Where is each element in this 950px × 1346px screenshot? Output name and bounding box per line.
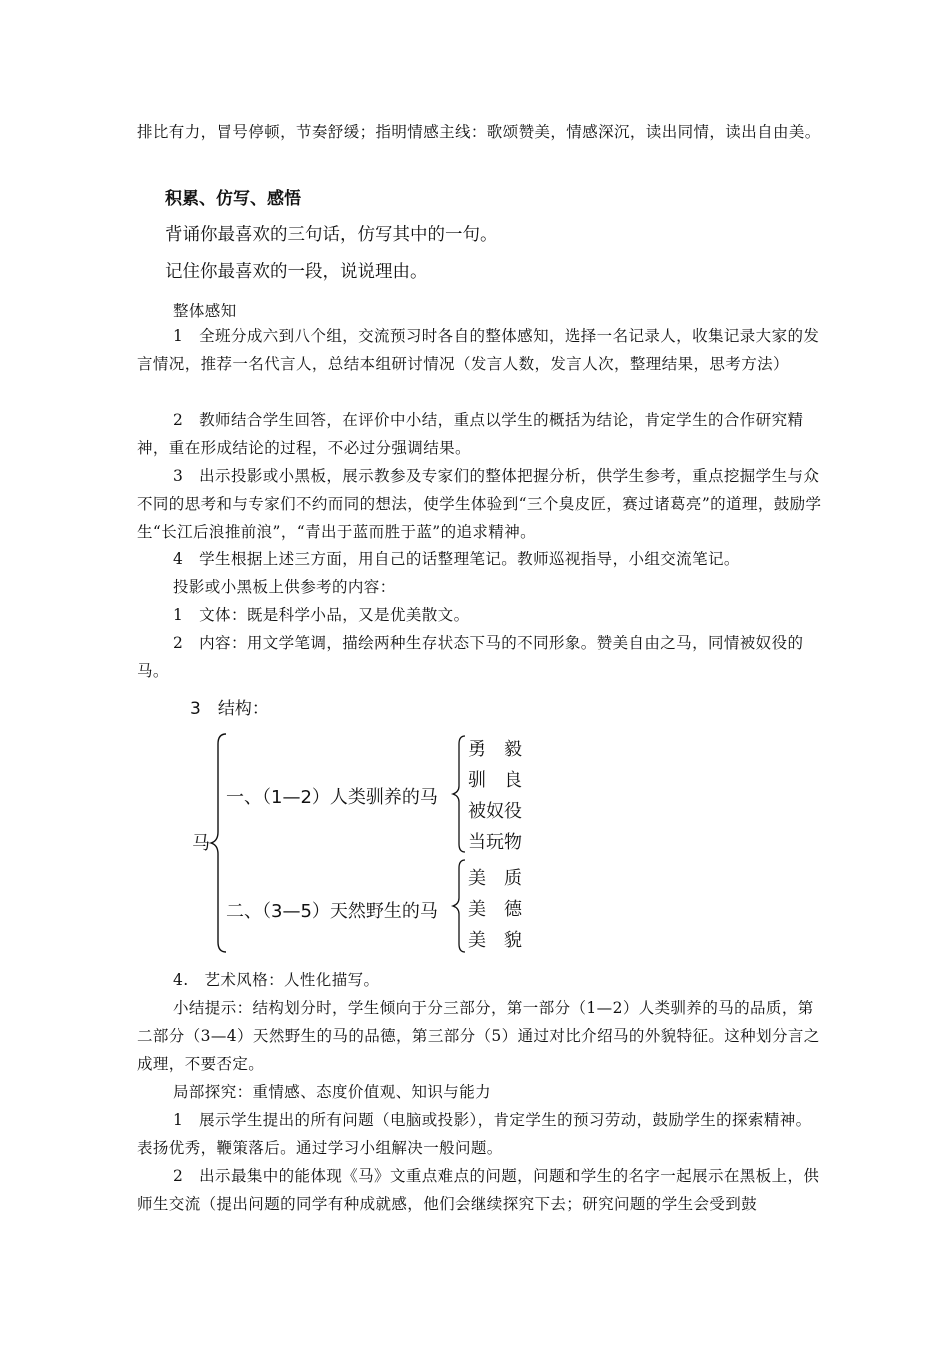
diagram-item: 被奴役 [468,801,522,822]
overall-item-1: 1 全班分成六到八个组，交流预习时各自的整体感知，选择一名记录人，收集记录大家的发言情况，推荐一名代言人，总结本组研讨情况（发言人数，发言人次，整理结果，思考方法） [137,327,820,373]
branch2-brace-icon [450,858,468,954]
diagram-root-label: 马 [192,833,210,854]
task-remember-line: 记住你最喜欢的一段，说说理由。 [165,262,428,282]
reference-item-3: 3 结构： [190,699,269,719]
paragraph-reading-guidance: 排比有力，冒号停顿，节奏舒缓；指明情感主线：歌颂赞美，情感深沉，读出同情，读出自由美。 [137,123,821,141]
reference-item-1: 1 文体：既是科学小品，又是优美散文。 [173,606,470,624]
diagram-item: 驯 良 [468,770,522,791]
section-heading-overall: 整体感知 [173,302,237,320]
branch1-brace-icon [450,734,468,854]
reference-item-2: 2 内容：用文学笔调，描绘两种生存状态下马的不同形象。赞美自由之马，同情被奴役的马。 [137,634,804,680]
local-item-2: 2 出示最集中的能体现《马》文重点难点的问题，问题和学生的名字一起展示在黑板上，供师生交流（提出问题的同学有种成就感，他们会继续探究下去；研究问题的学生会受到鼓 [137,1167,820,1213]
section-heading-accumulate: 积累、仿写、感悟 [165,189,301,209]
diagram-branch-2: 二、（3—5）天然野生的马 [226,901,438,922]
overall-item-4: 4 学生根据上述三方面，用自己的话整理笔记。教师巡视指导，小组交流笔记。 [173,550,740,568]
diagram-item: 美 德 [468,899,522,920]
reference-heading: 投影或小黑板上供参考的内容： [173,578,396,596]
summary-paragraph: 小结提示：结构划分时，学生倾向于分三部分，第一部分（1—2）人类驯养的马的品质，第二部分（3—4）天然野生的马的品德，第三部分（5）通过对比介绍马的外貌特征。这种划分言之成理，不要否定。 [137,999,820,1073]
local-inquiry-heading: 局部探究：重情感、态度价值观、知识与能力 [173,1083,492,1101]
overall-item-3: 3 出示投影或小黑板，展示教参及专家们的整体把握分析，供学生参考，重点挖掘学生与众不同的思考和与专家们不约而同的想法，使学生体验到“三个臭皮匠，赛过诸葛亮”的道理，鼓励学生“长江后浪推前浪”，“青出于蓝而胜于蓝”的追求精神。 [137,467,822,541]
diagram-item: 美 貌 [468,930,522,951]
diagram-branch-1: 一、（1—2）人类驯养的马 [226,787,438,808]
local-item-1: 1 展示学生提出的所有问题（电脑或投影），肯定学生的预习劳动，鼓励学生的探索精神。表扬优秀，鞭策落后。通过学习小组解决一般问题。 [137,1111,812,1157]
task-recite-line: 背诵你最喜欢的三句话，仿写其中的一句。 [165,225,498,245]
overall-item-2: 2 教师结合学生回答，在评价中小结，重点以学生的概括为结论，肯定学生的合作研究精神，重在形成结论的过程，不必过分强调结果。 [137,411,804,457]
reference-item-4: 4. 艺术风格：人性化描写。 [173,971,380,989]
diagram-item: 当玩物 [468,832,522,853]
diagram-item: 勇 毅 [468,739,522,760]
diagram-item: 美 质 [468,868,522,889]
